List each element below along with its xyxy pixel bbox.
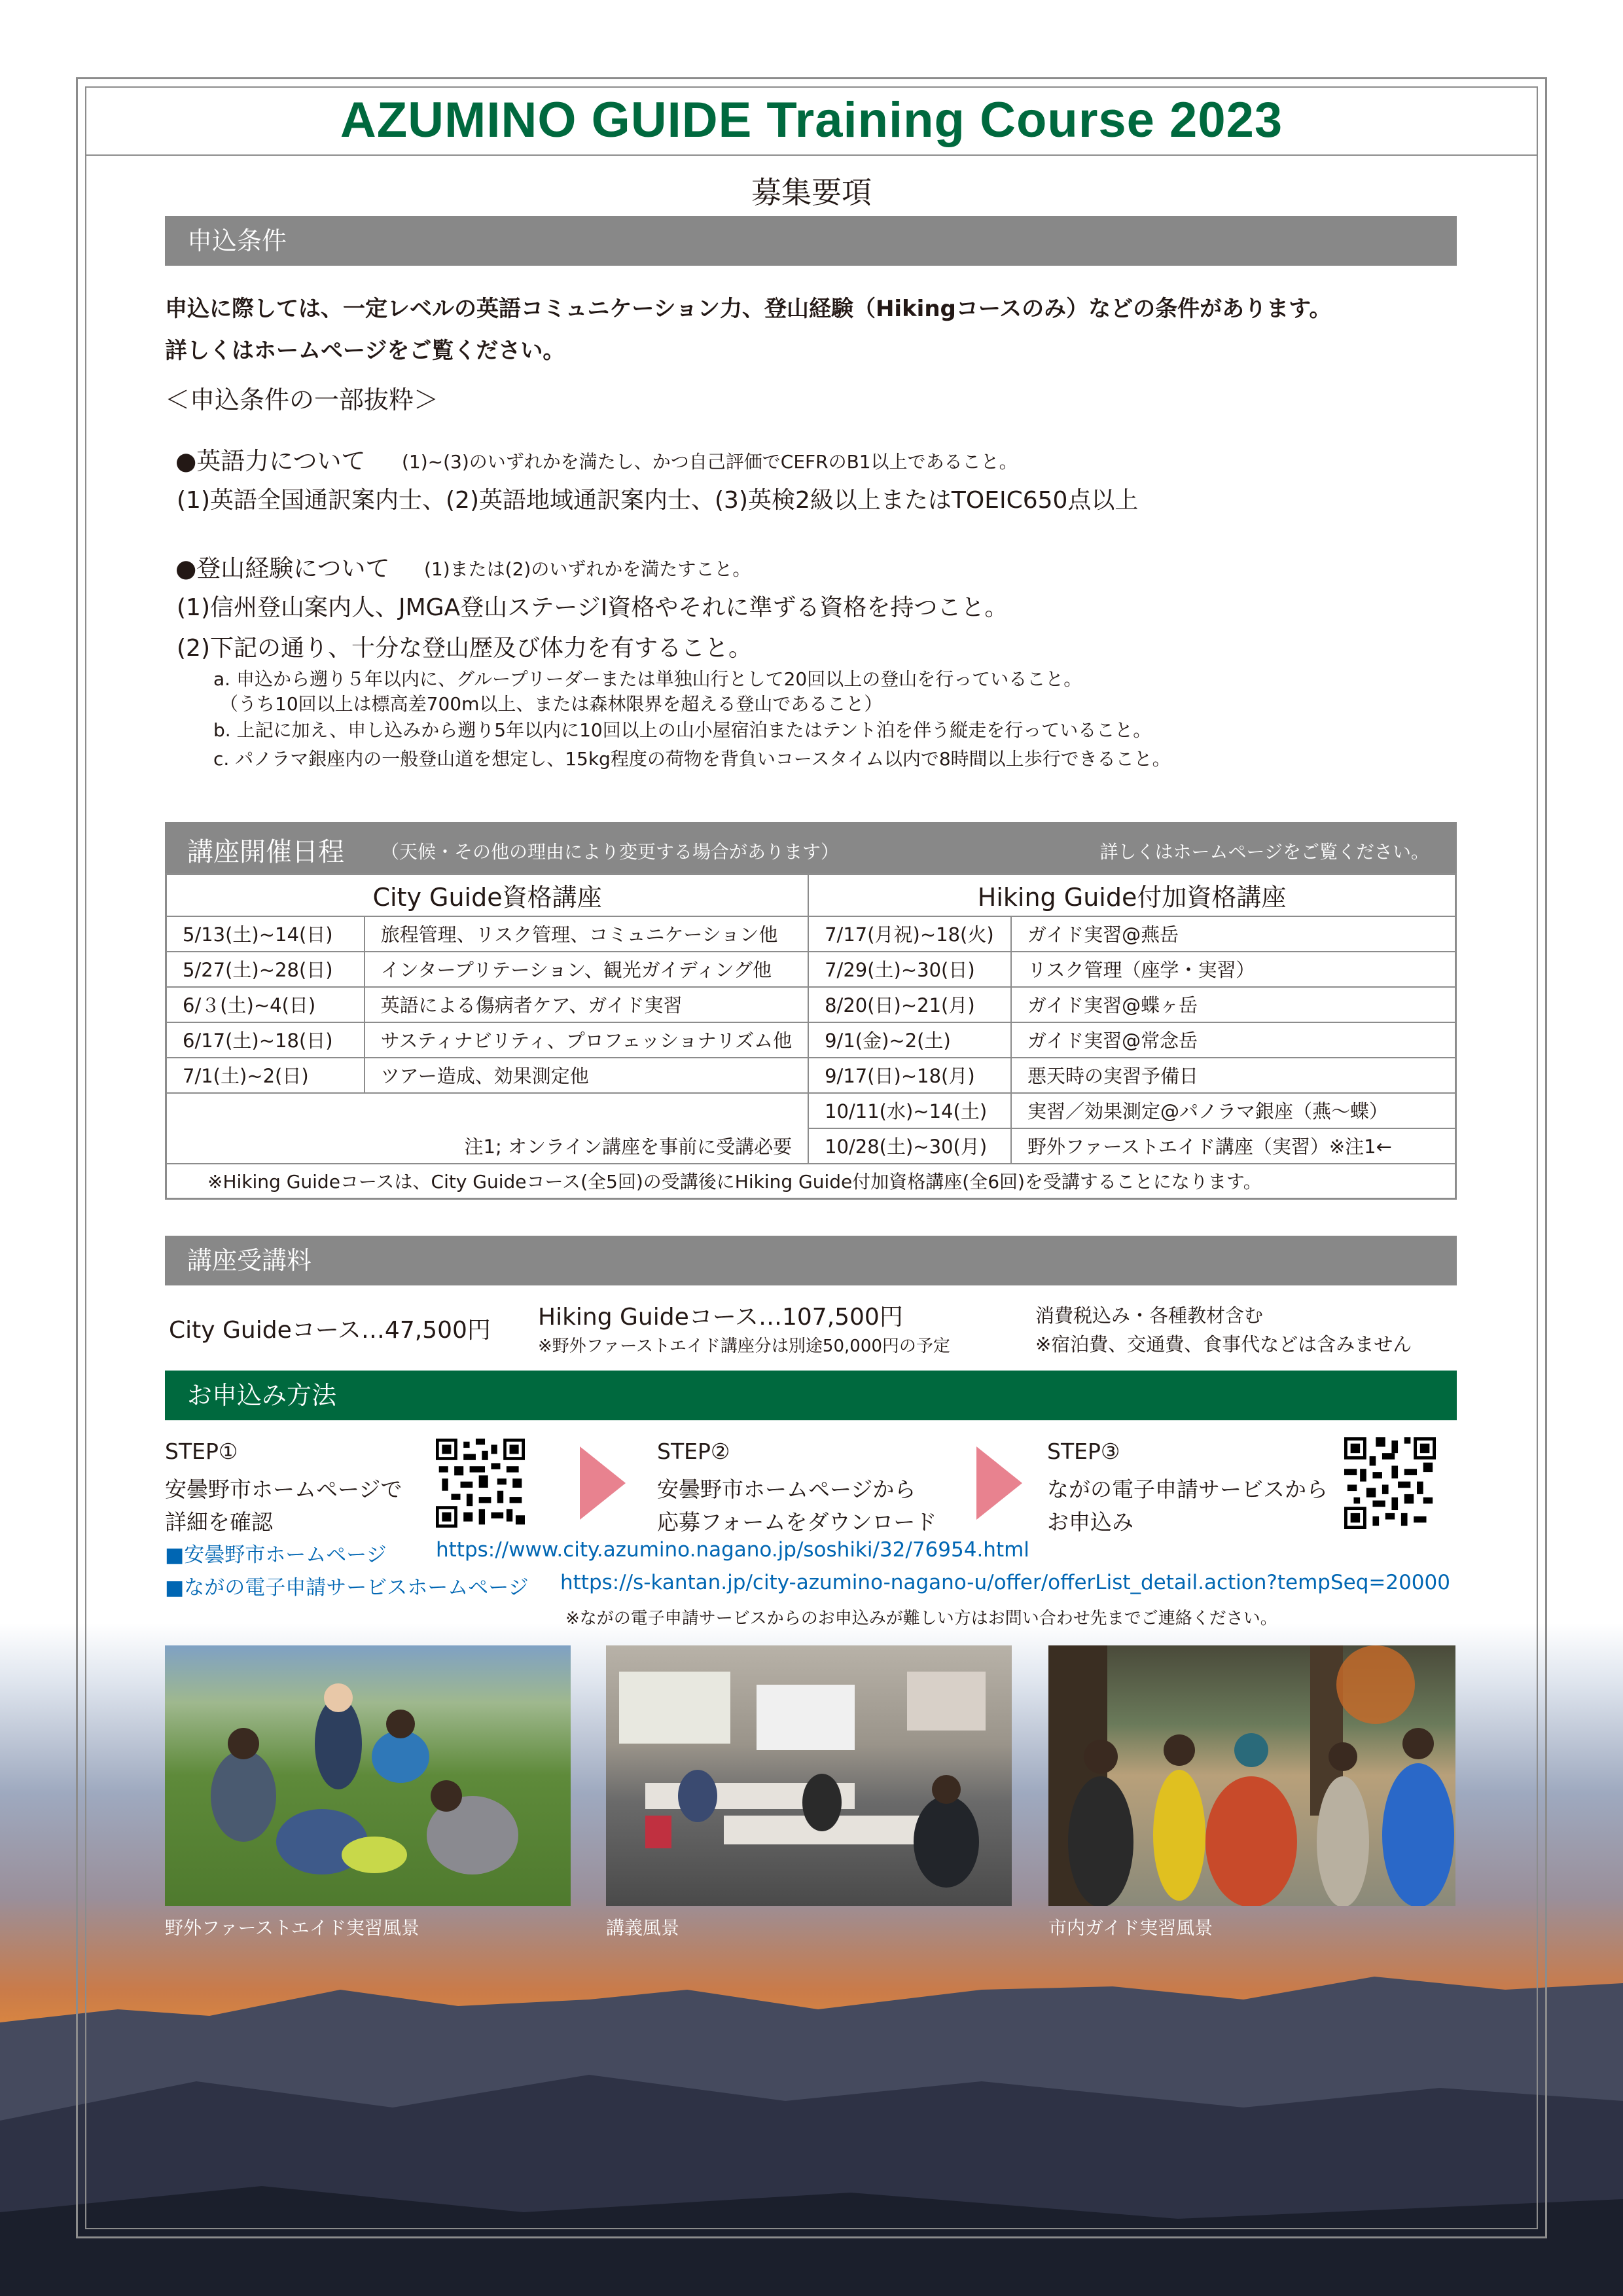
page-title: AZUMINO GUIDE Training Course 2023	[340, 92, 1283, 148]
table-row	[166, 1022, 1456, 1058]
table-row	[166, 1093, 1456, 1128]
city-guide-photo	[1048, 1645, 1455, 1906]
hiking-date: 7/17(月祝)~18(火)	[808, 916, 1011, 952]
hiking-date: 8/20(日)~21(月)	[808, 987, 1011, 1022]
table-row	[166, 1128, 1456, 1164]
fee-hiking: Hiking Guideコース…107,500円	[538, 1304, 903, 1331]
link2-url[interactable]: https://s-kantan.jp/city-azumino-nagano-u/offer/offerList_detail.action?tempSeq=20000	[560, 1571, 1450, 1594]
hiking-note: (1)または(2)のいずれかを満たすこと。	[424, 558, 751, 580]
hiking-condition-2: (2)下記の通り、十分な登山歴及び体力を有すること。	[177, 635, 752, 662]
city-date: 6/17(土)~18(日)	[166, 1022, 365, 1058]
hiking-guide-header: Hiking Guide付加資格講座	[808, 874, 1455, 916]
qr-code-icon[interactable]	[436, 1439, 525, 1528]
empty-cell	[166, 1093, 809, 1128]
fees-heading: 講座受講料	[165, 1236, 1457, 1285]
city-topic: 英語による傷病者ケア、ガイド実習	[365, 987, 808, 1022]
city-topic: ツアー造成、効果測定他	[365, 1058, 808, 1093]
hiking-condition-c: c. パノラマ銀座内の一般登山道を想定し、15kg程度の荷物を背負いコースタイム以内で8時間以上歩行できること。	[213, 748, 1171, 770]
hiking-date: 9/1(金)~2(土)	[808, 1022, 1011, 1058]
step3-line2: お申込み	[1047, 1509, 1133, 1535]
step3-label: STEP③	[1047, 1439, 1120, 1464]
hiking-title: ●登山経験について	[175, 554, 390, 583]
hiking-topic: ガイド実習@常念岳	[1011, 1022, 1455, 1058]
schedule-note: （天候・その他の理由により変更する場合があります）	[381, 841, 840, 863]
hiking-condition-a-note: （うち10回以上は標高差700m以上、または森林限界を超える登山であること）	[220, 693, 883, 715]
link1-url[interactable]: https://www.city.azumino.nagano.jp/soshiki/32/76954.html	[436, 1538, 1029, 1562]
first-aid-scene-icon	[165, 1645, 571, 1906]
hiking-date: 9/17(日)~18(月)	[808, 1058, 1011, 1093]
schedule-link-note: 詳しくはホームページをご覧ください。	[1099, 841, 1429, 863]
hiking-topic: ガイド実習@燕岳	[1011, 916, 1455, 952]
english-detail: (1)英語全国通訳案内士、(2)英語地域通訳案内士、(3)英検2級以上またはTOEIC650点以上	[177, 487, 1139, 514]
step3-line1: ながの電子申請サービスから	[1047, 1477, 1328, 1502]
fee-hiking-note: ※野外ファーストエイド講座分は別途50,000円の予定	[538, 1336, 950, 1356]
step2-line2: 応募フォームをダウンロード	[657, 1509, 937, 1535]
step1-line2: 詳細を確認	[165, 1509, 273, 1535]
hiking-topic: ガイド実習@蝶ヶ岳	[1011, 987, 1455, 1022]
first-aid-photo	[165, 1645, 571, 1906]
city-topic: サスティナビリティ、プロフェッショナリズム他	[365, 1022, 808, 1058]
conditions-excerpt-title: ＜申込条件の一部抜粋＞	[165, 386, 439, 414]
hiking-topic: 悪天時の実習予備日	[1011, 1058, 1455, 1093]
hiking-topic: 野外ファーストエイド講座（実習）※注1←	[1011, 1128, 1455, 1164]
hiking-date: 10/28(土)~30(月)	[808, 1128, 1011, 1164]
city-date: 7/1(土)~2(日)	[166, 1058, 365, 1093]
hiking-date: 7/29(土)~30(日)	[808, 952, 1011, 987]
step-arrow-icon	[580, 1446, 626, 1520]
city-date: 6/３(土)~4(日)	[166, 987, 365, 1022]
schedule-footnote: ※Hiking Guideコースは、City Guideコース(全5回)の受講後にHiking Guide付加資格講座(全6回)を受講することになります。	[166, 1164, 1456, 1199]
fee-exclude-note: ※宿泊費、交通費、食事代などは含みません	[1035, 1333, 1412, 1355]
lecture-scene-icon	[606, 1645, 1012, 1906]
city-topic: インタープリテーション、観光ガイディング他	[365, 952, 808, 987]
table-row	[166, 987, 1456, 1022]
photo-caption-city-guide: 市内ガイド実習風景	[1048, 1917, 1213, 1939]
qr-code-icon[interactable]	[1344, 1437, 1436, 1529]
step2-line1: 安曇野市ホームページから	[657, 1477, 916, 1502]
city-date: 5/13(土)~14(日)	[166, 916, 365, 952]
hiking-condition-b: b. 上記に加え、申し込みから遡り5年以内に10回以上の山小屋宿泊またはテント泊を伴う縦走を行っていること。	[213, 719, 1152, 741]
step-arrow-icon	[976, 1446, 1022, 1520]
contact-note: ※ながの電子申請サービスからのお申込みが難しい方はお問い合わせ先までご連絡ください。	[565, 1609, 1277, 1628]
photo-caption-lecture: 講義風景	[606, 1917, 680, 1939]
hiking-topic: リスク管理（座学・実習）	[1011, 952, 1455, 987]
conditions-intro-line1: 申込に際しては、一定レベルの英語コミュニケーション力、登山経験（Hikingコースのみ）などの条件があります。	[165, 296, 1332, 322]
city-topic: 旅程管理、リスク管理、コミュニケーション他	[365, 916, 808, 952]
schedule-table	[165, 873, 1457, 1200]
title-divider	[85, 154, 1538, 156]
schedule-heading-bar	[165, 822, 1457, 873]
city-guide-scene-icon	[1048, 1645, 1455, 1906]
table-row	[166, 916, 1456, 952]
photo-caption-first-aid: 野外ファーストエイド実習風景	[165, 1917, 419, 1939]
step2-label: STEP②	[657, 1439, 730, 1464]
fee-tax-note: 消費税込み・各種教材含む	[1035, 1304, 1264, 1327]
schedule-heading: 講座開催日程	[187, 837, 344, 867]
apply-heading: お申込み方法	[165, 1371, 1457, 1420]
lecture-photo	[606, 1645, 1012, 1906]
english-title: ●英語力について	[175, 447, 366, 475]
online-note: 注1; オンライン講座を事前に受講必要	[166, 1128, 809, 1164]
hiking-topic: 実習／効果測定@パノラマ銀座（燕～蝶）	[1011, 1093, 1455, 1128]
step1-line1: 安曇野市ホームページで	[165, 1477, 402, 1502]
page-subtitle: 募集要項	[751, 175, 872, 210]
city-date: 5/27(土)~28(日)	[166, 952, 365, 987]
conditions-intro-line2: 詳しくはホームページをご覧ください。	[165, 338, 565, 364]
link1-label: ■安曇野市ホームページ	[165, 1543, 387, 1567]
hiking-date: 10/11(水)~14(土)	[808, 1093, 1011, 1128]
hiking-condition-a: a. 申込から遡り５年以内に、グループリーダーまたは単独山行として20回以上の登山を行っていること。	[213, 668, 1082, 690]
english-note: (1)~(3)のいずれかを満たし、かつ自己評価でCEFRのB1以上であること。	[402, 451, 1018, 473]
fee-city: City Guideコース…47,500円	[169, 1317, 491, 1344]
table-row	[166, 1058, 1456, 1093]
table-row	[166, 952, 1456, 987]
step1-label: STEP①	[165, 1439, 238, 1464]
conditions-heading: 申込条件	[165, 216, 1457, 266]
city-guide-header: City Guide資格講座	[166, 874, 809, 916]
hiking-condition-1: (1)信州登山案内人、JMGA登山ステージⅠ資格やそれに準ずる資格を持つこと。	[177, 594, 1008, 621]
link2-label: ■ながの電子申請サービスホームページ	[165, 1576, 529, 1600]
